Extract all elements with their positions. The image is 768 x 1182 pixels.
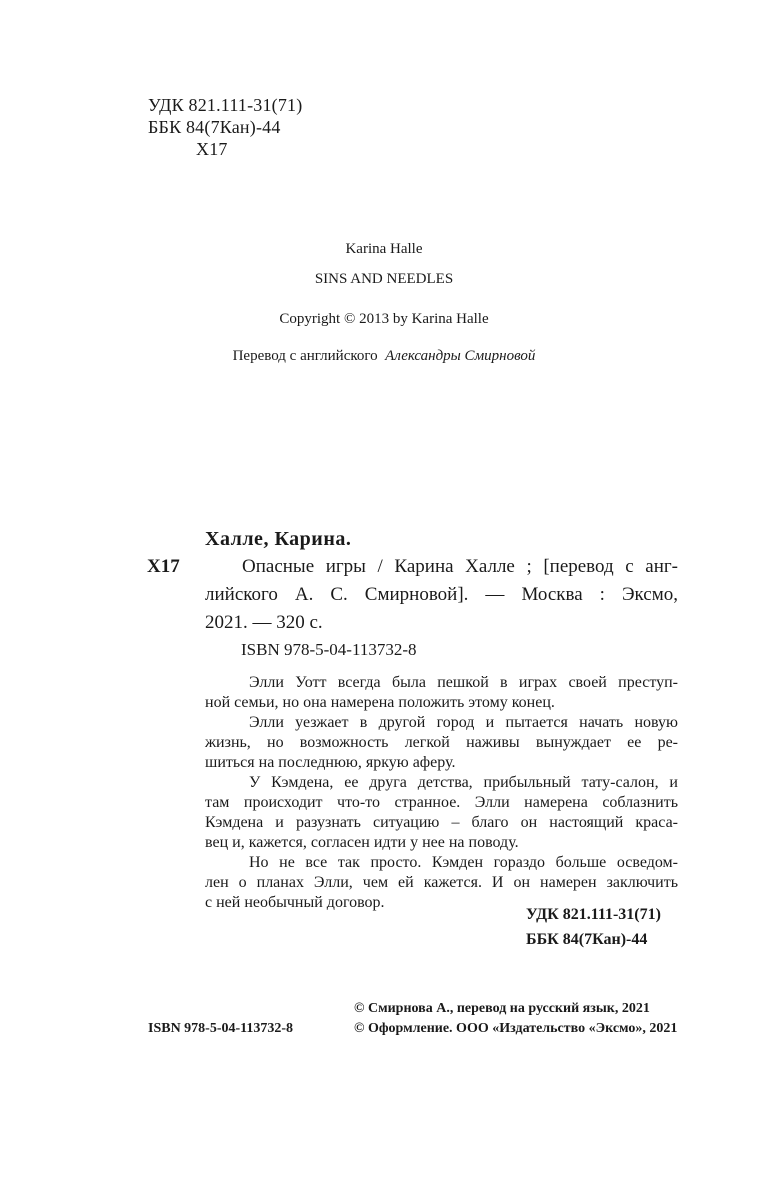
translation-prefix: Перевод с английского <box>232 348 378 364</box>
bbk-code: ББК 84(7Кан)-44 <box>148 117 281 137</box>
description-line: 2021. — 320 с. <box>205 612 323 633</box>
annotation-line: Но не все так просто. Кэмден гораздо больше осведом- <box>249 854 678 871</box>
bbk-code-bold: ББК 84(7Кан)-44 <box>526 931 648 948</box>
description-line: Опасные игры / Карина Халле ; [перевод с анг- <box>242 556 678 577</box>
annotation-line: Элли уезжает в другой город и пытается начать новую <box>249 714 678 731</box>
author-mark: Х17 <box>196 139 228 159</box>
udk-code-bold: УДК 821.111-31(71) <box>526 906 661 923</box>
annotation-line: там происходит что-то странное. Элли намерена соблазнить <box>205 794 678 811</box>
annotation-line: шиться на последнюю, яркую аферу. <box>205 754 456 771</box>
footer-copyright-design: © Оформление. ООО «Издательство «Эксмо», 2021 <box>354 1021 678 1036</box>
annotation-line: лен о планах Элли, чем ей кажется. И он намерен заключить <box>205 874 678 891</box>
original-copyright: Copyright © 2013 by Karina Halle <box>279 311 489 327</box>
annotation-line: Элли Уотт всегда была пешкой в играх своей преступ- <box>249 674 678 691</box>
translation-credit <box>0 348 768 365</box>
original-author: Karina Halle <box>345 241 423 257</box>
record-author-mark: Х17 <box>147 556 180 577</box>
annotation-line: Кэмдена и разузнать ситуацию – благо он настоящий краса- <box>205 814 678 831</box>
translator-name: Александры Смирновой <box>385 348 536 364</box>
record-isbn: ISBN 978-5-04-113732-8 <box>241 640 417 659</box>
annotation <box>205 673 678 913</box>
annotation-line: ной семьи, но она намерена положить этому конец. <box>205 694 555 711</box>
annotation-line: У Кэмдена, ее друга детства, прибыльный тату-салон, и <box>249 774 678 791</box>
codes-repeat <box>526 904 661 951</box>
original-title: SINS AND NEEDLES <box>314 271 454 287</box>
footer-copyright-translation: © Смирнова А., перевод на русский язык, 2021 <box>354 1001 650 1016</box>
author-heading: Халле, Карина. <box>205 528 352 550</box>
footer-isbn: ISBN 978-5-04-113732-8 <box>148 1021 294 1036</box>
udk-code: УДК 821.111-31(71) <box>148 95 303 115</box>
annotation-line: с ней необычный договор. <box>205 894 385 911</box>
annotation-line: вец и, кажется, согласен идти у нее на поводу. <box>205 834 519 851</box>
bibliographic-description <box>205 553 678 637</box>
description-line: лийского А. С. Смирновой]. — Москва : Эксмо, <box>205 584 678 605</box>
annotation-line: жизнь, но возможность легкой наживы вынуждает ее ре- <box>205 734 678 751</box>
